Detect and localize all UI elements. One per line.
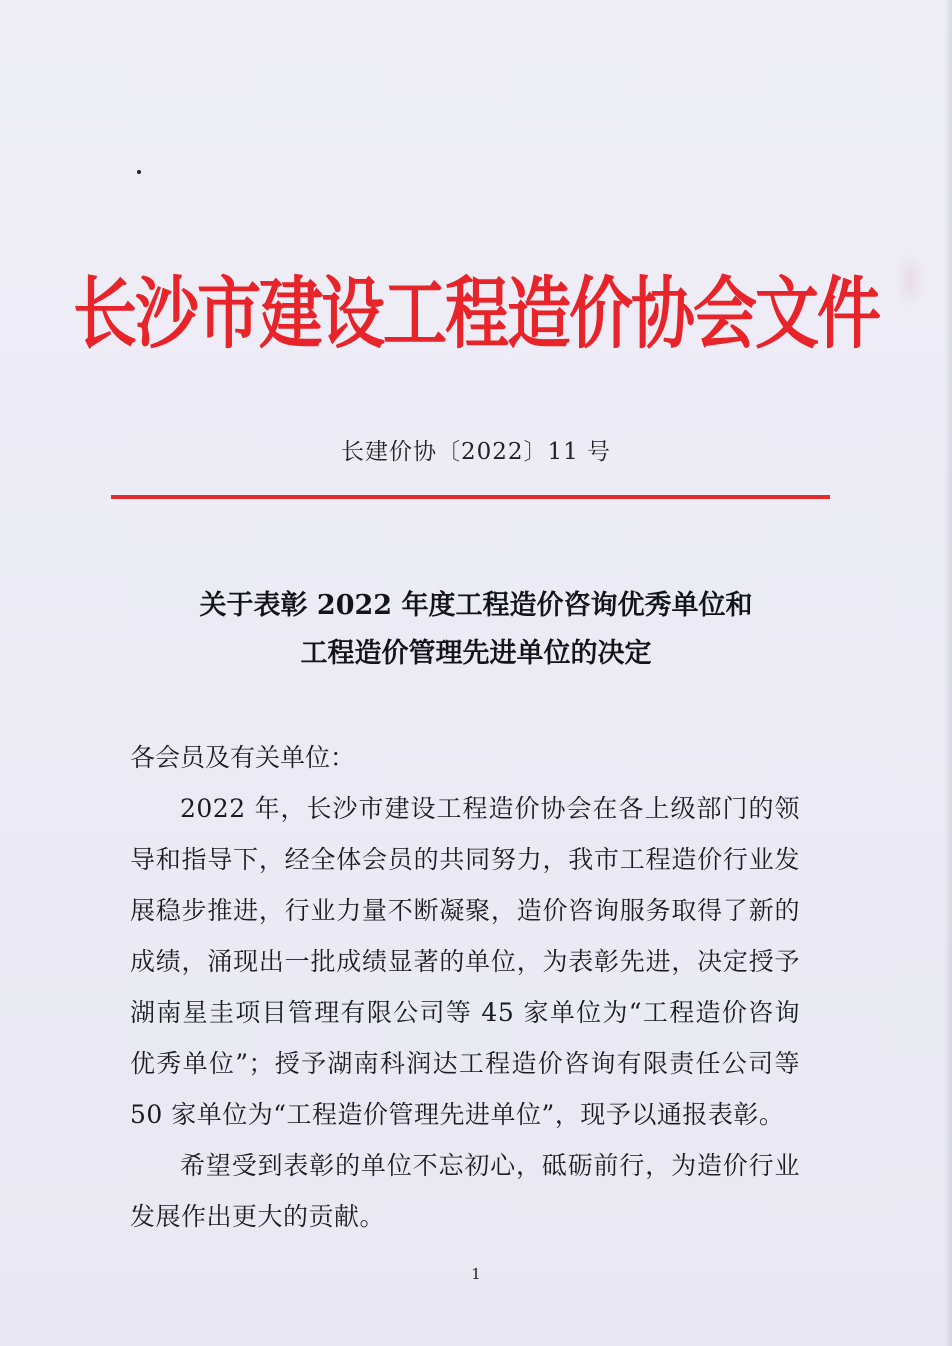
- paragraph-1: 2022 年，长沙市建设工程造价协会在各上级部门的领导和指导下，经全体会员的共同努力，我市工程造价行业发展稳步推进，行业力量不断凝聚，造价咨询服务取得了新的成绩，涌现出一批成绩显著的单位，为表彰先进，决定授予湖南星圭项目管理有限公司等 45 家单位为“工程造价咨询优秀单位”；授予湖南科润达工程造价咨询有限责任公司等 50 家单位为“工程造价管理先进单位”，现予以通报表彰。: [130, 794, 800, 1129]
- organization-header: 长沙市建设工程造价协会文件: [73, 269, 879, 360]
- title-line-2: 工程造价管理先进单位的决定: [300, 638, 652, 669]
- title-line-1: 关于表彰 2022 年度工程造价咨询优秀单位和: [199, 590, 753, 621]
- salutation: 各会员及有关单位：: [130, 743, 356, 772]
- document-title: [0, 582, 952, 678]
- paragraph-2: 希望受到表彰的单位不忘初心，砥砺前行，为造价行业发展作出更大的贡献。: [130, 1151, 800, 1231]
- page-number: 1: [471, 1265, 481, 1283]
- document-number: 长建价协〔2022〕11 号: [340, 439, 612, 465]
- ink-speck: [137, 170, 141, 174]
- document-body: [130, 732, 800, 1242]
- red-divider-line: [111, 495, 830, 499]
- page-edge-shadow: [944, 0, 952, 1346]
